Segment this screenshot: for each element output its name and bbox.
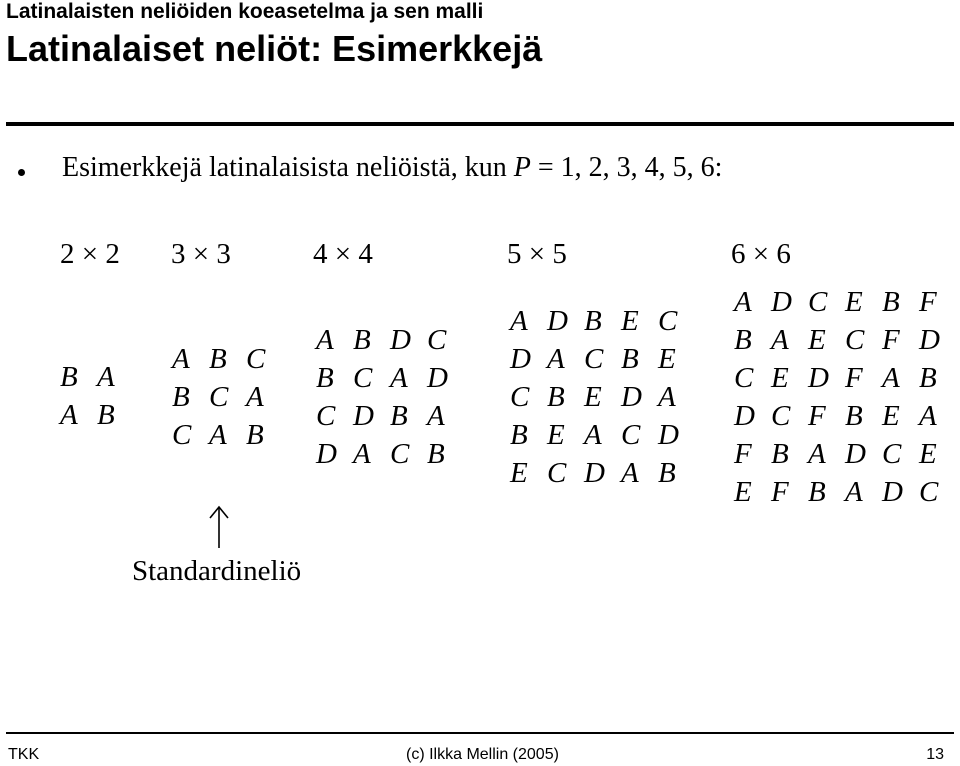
square-cell: A (209, 419, 227, 451)
square-row (734, 397, 956, 435)
bullet-variable: P (513, 152, 531, 183)
up-arrow-icon (199, 504, 239, 550)
square-row (316, 359, 464, 397)
square-cell: D (510, 343, 531, 375)
square-cell: D (882, 476, 903, 508)
square-cell: D (845, 438, 866, 470)
square-cell: B (427, 438, 445, 470)
square-cell: F (919, 286, 937, 318)
bullet-icon (18, 169, 25, 176)
footer-divider (6, 732, 954, 734)
square-cell: C (209, 381, 229, 413)
bullet-text (62, 152, 722, 184)
square-cell: B (60, 361, 78, 393)
square-cell: B (621, 343, 639, 375)
square-cell: A (510, 305, 528, 337)
square-row (510, 416, 695, 454)
latin-square-2x2 (60, 358, 134, 434)
square-cell: B (246, 419, 264, 451)
footer-center: (c) Ilkka Mellin (2005) (406, 746, 559, 763)
latin-square-6x6 (734, 283, 956, 511)
square-cell: C (845, 324, 865, 356)
square-cell: E (584, 381, 602, 413)
standard-square-label: Standardineliö (132, 555, 302, 587)
latin-square-3x3 (172, 340, 283, 454)
square-cell: F (882, 324, 900, 356)
latin-square-4x4 (316, 321, 464, 473)
square-cell: D (427, 362, 448, 394)
square-cell: B (353, 324, 371, 356)
square-cell: B (771, 438, 789, 470)
square-cell: E (658, 343, 676, 375)
footer-left: TKK (8, 746, 40, 763)
square-cell: C (547, 457, 567, 489)
square-cell: D (658, 419, 679, 451)
square-row (734, 435, 956, 473)
slide-supertitle: Latinalaisten neliöiden koeasetelma ja sen malli (6, 0, 484, 23)
square-row (510, 378, 695, 416)
square-row (510, 454, 695, 492)
square-cell: A (97, 361, 115, 393)
square-cell: E (547, 419, 565, 451)
square-cell: C (919, 476, 939, 508)
square-cell: B (510, 419, 528, 451)
square-cell: D (390, 324, 411, 356)
square-row (60, 358, 134, 396)
square-row (734, 473, 956, 511)
square-cell: A (734, 286, 752, 318)
square-cell: C (771, 400, 791, 432)
square-cell: D (316, 438, 337, 470)
square-cell: C (882, 438, 902, 470)
square-cell: C (316, 400, 336, 432)
square-cell: D (547, 305, 568, 337)
square-row (316, 397, 464, 435)
square-cell: A (919, 400, 937, 432)
square-cell: F (771, 476, 789, 508)
square-cell: D (621, 381, 642, 413)
square-cell: D (584, 457, 605, 489)
square-cell: C (808, 286, 828, 318)
square-cell: D (919, 324, 940, 356)
size-label-4x4: 4 × 4 (313, 238, 373, 270)
square-cell: D (808, 362, 829, 394)
square-cell: B (97, 399, 115, 431)
square-row (172, 416, 283, 454)
square-cell: E (845, 286, 863, 318)
square-cell: C (427, 324, 447, 356)
size-label-2x2: 2 × 2 (60, 238, 120, 270)
square-cell: E (808, 324, 826, 356)
square-cell: B (845, 400, 863, 432)
square-cell: A (172, 343, 190, 375)
square-cell: F (808, 400, 826, 432)
square-cell: A (584, 419, 602, 451)
square-cell: C (584, 343, 604, 375)
square-row (316, 321, 464, 359)
square-cell: A (547, 343, 565, 375)
square-cell: A (353, 438, 371, 470)
square-cell: B (547, 381, 565, 413)
bullet-prefix: Esimerkkejä latinalaisista neliöistä, kun (62, 152, 514, 183)
square-cell: E (510, 457, 528, 489)
square-cell: B (919, 362, 937, 394)
square-cell: B (390, 400, 408, 432)
square-cell: C (734, 362, 754, 394)
size-label-3x3: 3 × 3 (171, 238, 231, 270)
square-cell: C (246, 343, 266, 375)
size-label-6x6: 6 × 6 (731, 238, 791, 270)
square-row (734, 283, 956, 321)
square-cell: A (316, 324, 334, 356)
square-cell: A (246, 381, 264, 413)
square-cell: A (60, 399, 78, 431)
square-cell: C (353, 362, 373, 394)
size-label-5x5: 5 × 5 (507, 238, 567, 270)
square-cell: F (845, 362, 863, 394)
square-cell: D (734, 400, 755, 432)
square-row (172, 378, 283, 416)
square-cell: A (427, 400, 445, 432)
square-cell: B (658, 457, 676, 489)
square-cell: C (621, 419, 641, 451)
square-cell: A (771, 324, 789, 356)
square-cell: A (808, 438, 826, 470)
square-cell: E (882, 400, 900, 432)
square-cell: E (771, 362, 789, 394)
square-cell: E (621, 305, 639, 337)
square-cell: A (658, 381, 676, 413)
square-cell: C (658, 305, 678, 337)
slide-title: Latinalaiset neliöt: Esimerkkejä (6, 28, 543, 69)
square-cell: C (172, 419, 192, 451)
square-cell: C (510, 381, 530, 413)
footer-page-number: 13 (926, 746, 944, 763)
square-row (734, 321, 956, 359)
square-cell: B (316, 362, 334, 394)
square-row (316, 435, 464, 473)
square-cell: B (172, 381, 190, 413)
square-row (510, 302, 695, 340)
square-cell: B (209, 343, 227, 375)
square-cell: A (621, 457, 639, 489)
square-cell: B (734, 324, 752, 356)
square-row (734, 359, 956, 397)
bullet-suffix: = 1, 2, 3, 4, 5, 6: (530, 152, 723, 183)
title-divider (6, 122, 954, 126)
square-cell: B (808, 476, 826, 508)
square-row (510, 340, 695, 378)
square-cell: D (353, 400, 374, 432)
square-cell: A (882, 362, 900, 394)
square-cell: B (882, 286, 900, 318)
square-row (172, 340, 283, 378)
square-cell: A (390, 362, 408, 394)
square-cell: E (734, 476, 752, 508)
latin-square-5x5 (510, 302, 695, 492)
square-cell: E (919, 438, 937, 470)
square-cell: C (390, 438, 410, 470)
square-cell: A (845, 476, 863, 508)
square-cell: D (771, 286, 792, 318)
square-row (60, 396, 134, 434)
square-cell: F (734, 438, 752, 470)
square-cell: B (584, 305, 602, 337)
